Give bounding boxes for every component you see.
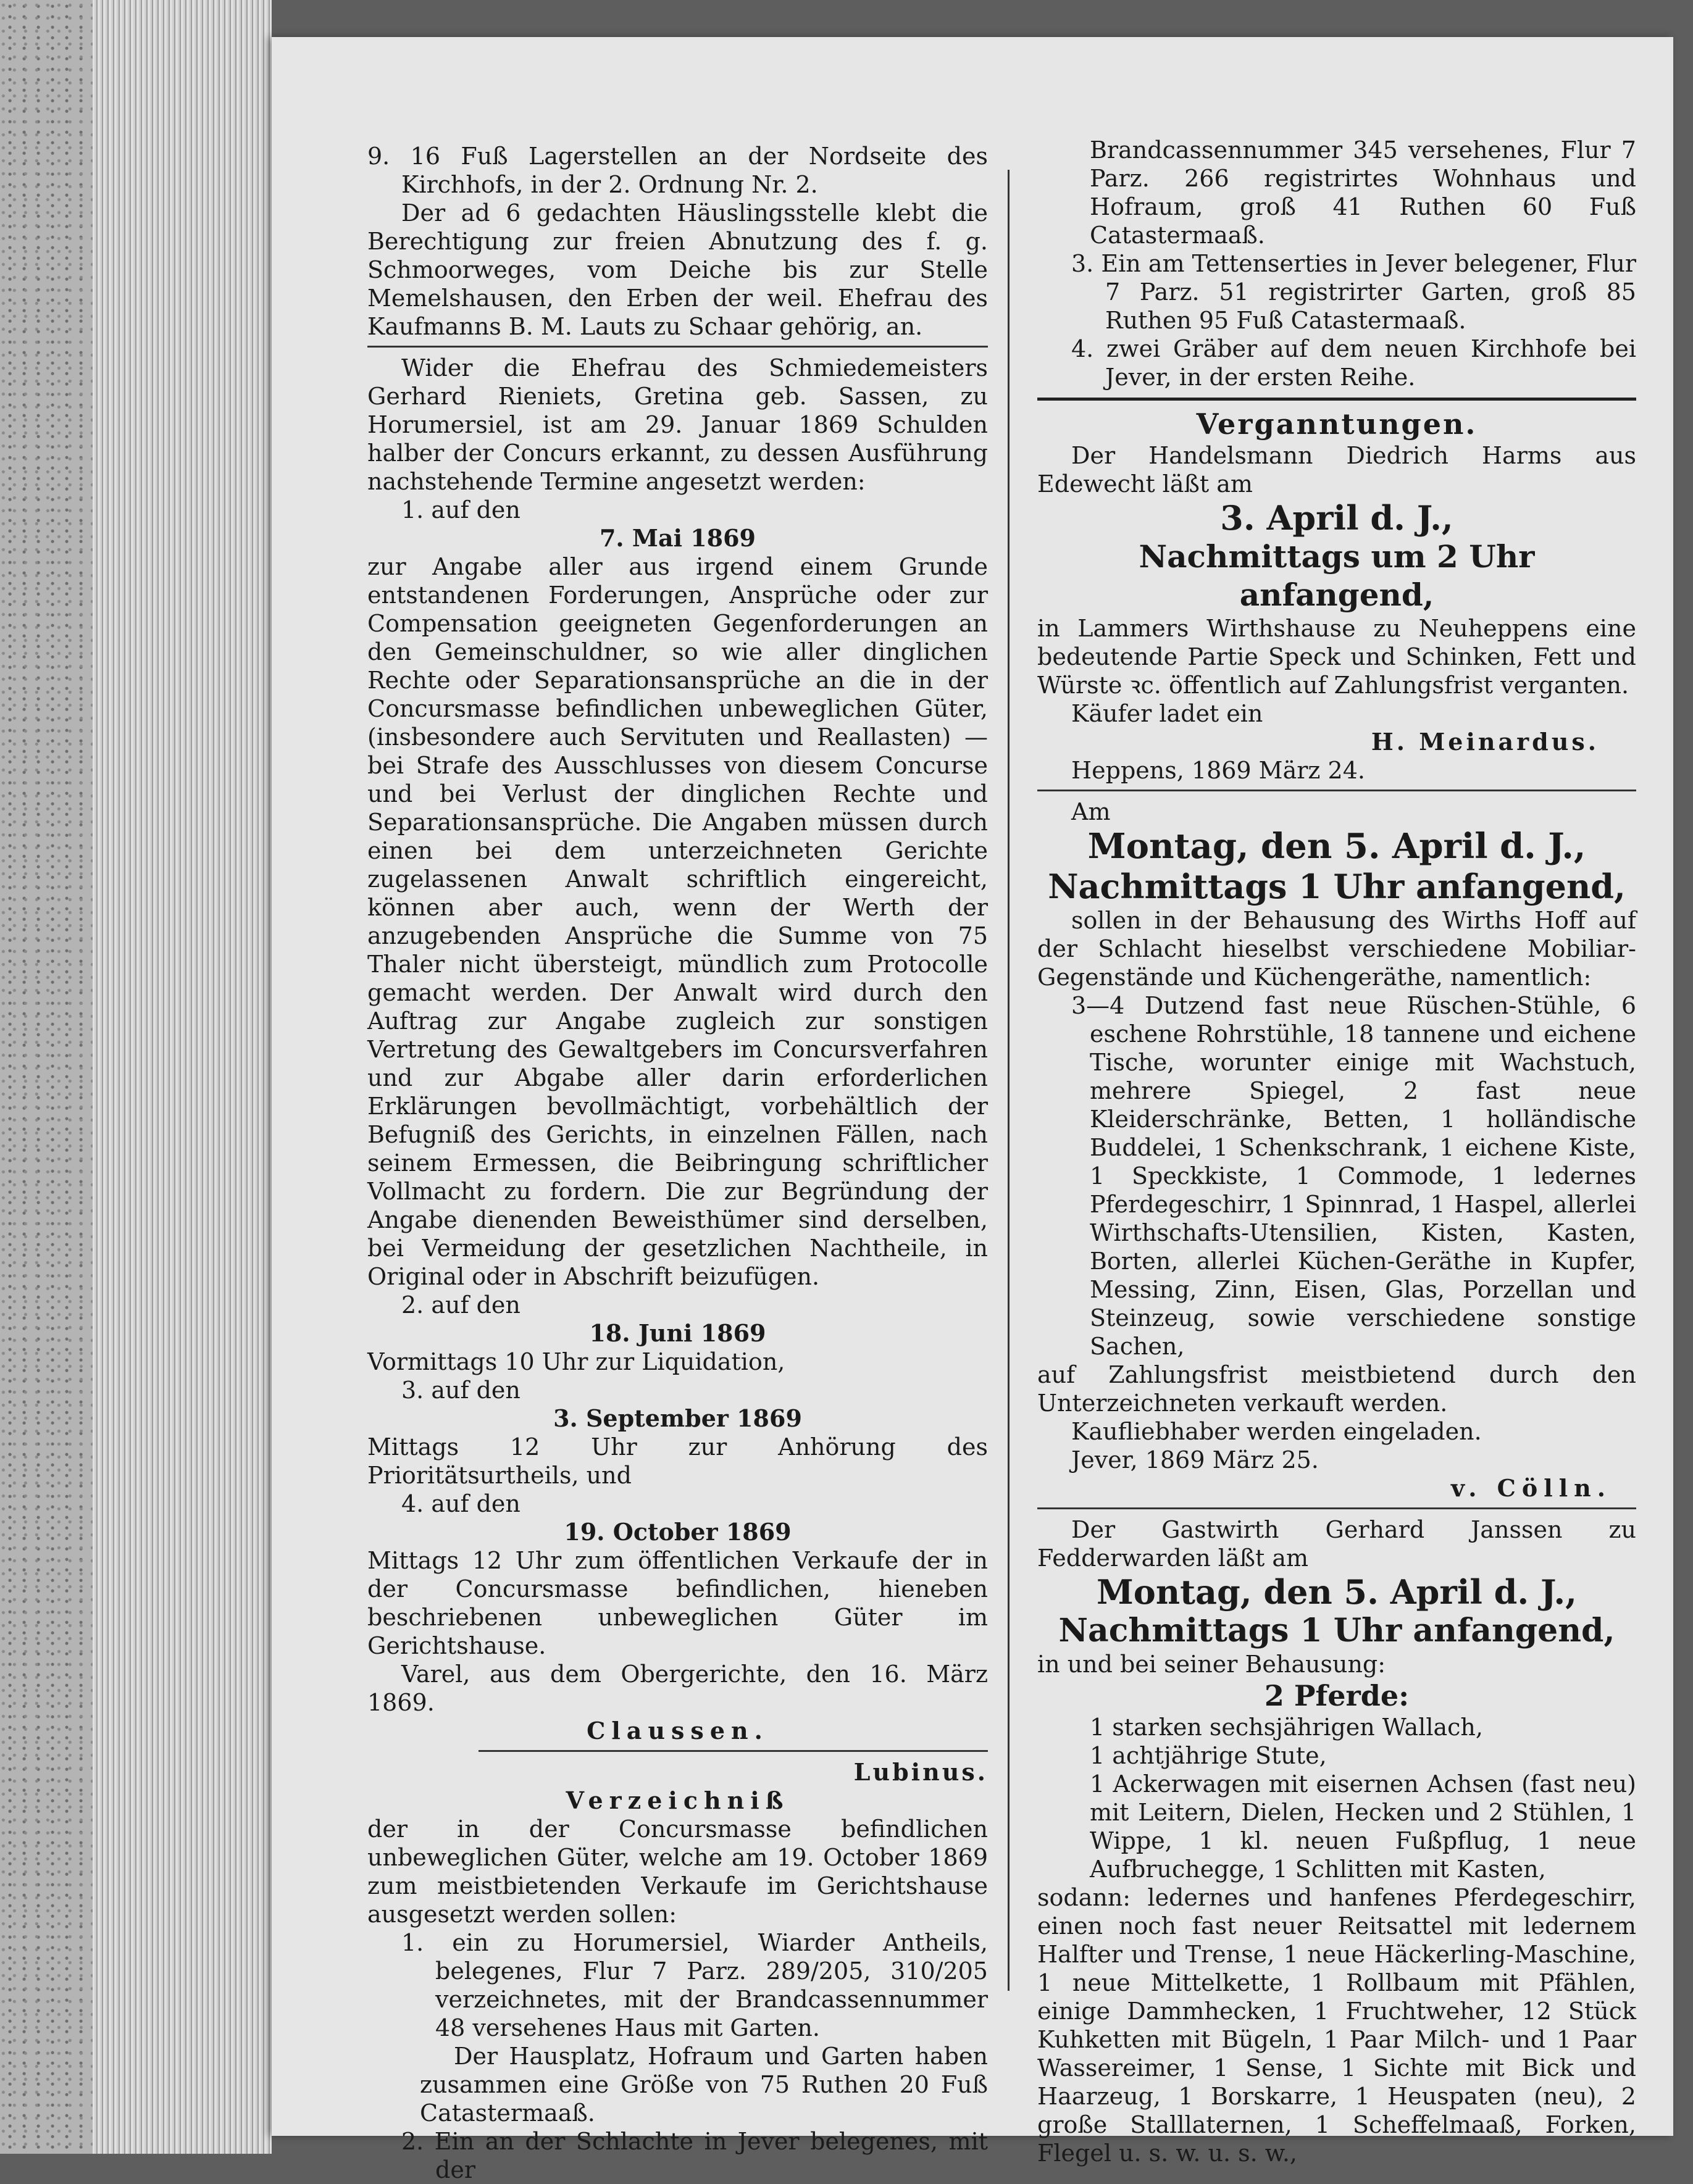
paragraph: in Lammers Wirthshause zu Neuheppens eine bedeutende Partie Speck und Schinken, Fett und Würste ꝛc. öffentlich auf Zahlungsfrist verganten. xyxy=(1037,615,1636,699)
list-item: 1 starken sechsjährigen Wallach, xyxy=(1090,1714,1483,1741)
paragraph: auf Zahlungsfrist meistbietend durch den Unterzeichneten verkauft werden. xyxy=(1037,1361,1636,1417)
item-9: 9. 16 Fuß Lagerstellen an der Nordseite des Kirchhofs, in der 2. Ordnung Nr. 2. xyxy=(367,143,988,198)
date-heading: Montag, den 5. April d. J., xyxy=(1087,826,1586,867)
date-heading: 18. Juni 1869 xyxy=(589,1319,766,1347)
section-rule xyxy=(367,346,988,348)
date-heading: 19. October 1869 xyxy=(564,1518,792,1546)
list-item: 1 Ackerwagen mit eisernen Achsen (fast neu) mit Leitern, Dielen, Hecken und 2 Stühlen, 1 Wippe, 1 kl. neuen Fußpflug, 1 neue Aufbruchegge, 1 Schlitten mit Kasten, xyxy=(1090,1770,1636,1883)
paragraph: Am xyxy=(1071,798,1111,825)
paragraph: Kaufliebhaber werden eingeladen. xyxy=(1071,1418,1482,1445)
date-heading: 3. April d. J., xyxy=(1220,498,1453,538)
signature: H. Meinardus. xyxy=(1371,728,1599,756)
section-heading: Verganntungen. xyxy=(1196,407,1478,441)
right-column xyxy=(1037,136,1636,2167)
book-cover-edge xyxy=(0,0,93,2154)
column-divider xyxy=(1008,170,1010,1991)
paragraph: Wider die Ehefrau des Schmiedemeisters Gerhard Rieniets, Gretina geb. Sassen, zu Horumersiel, ist am 29. Januar 1869 Schulden halber der Concurs erkannt, zu dessen Ausführung nachstehende Termine angesetzt werden: xyxy=(367,354,988,495)
list-item: 1 achtjährige Stute, xyxy=(1090,1742,1327,1769)
paragraph: Brandcassennummer 345 versehenes, Flur 7 Parz. 266 registrirtes Wohnhaus und Hofraum, groß 41 Ruthen 60 Fuß Catastermaaß. xyxy=(1090,136,1636,249)
paragraph: Mittags 12 Uhr zur Anhörung des Prioritätsurtheils, und xyxy=(367,1433,988,1489)
section-rule xyxy=(1037,398,1636,401)
paragraph: Der ad 6 gedachten Häuslingsstelle klebt die Berechtigung zur freien Abnutzung des f. g. Schmoorweges, vom Deiche bis zur Stelle Memelshausen, den Erben der weil. Ehefrau des Kaufmanns B. M. Lauts zu Schaar gehörig, an. xyxy=(367,199,988,340)
section-rule xyxy=(1037,790,1636,791)
paragraph: der in der Concursmasse befindlichen unbeweglichen Güter, welche am 19. October 1869 zum meistbietenden Verkaufe im Gerichtshause ausgesetzt werden sollen: xyxy=(367,1815,988,1928)
time-heading: Nachmittags 1 Uhr anfangend, xyxy=(1048,867,1626,906)
item-list: 3—4 Dutzend fast neue Rüschen-Stühle, 6 eschene Rohrstühle, 18 tannene und eichene Tische, worunter einige mit Wachstuch, mehrere Spiegel, 2 fast neue Kleiderschränke, Betten, 1 holländische Buddelei, 1 Schenkschrank, 1 eichene Kiste, 1 Speckkiste, 1 Commode, 1 ledernes Pferdegeschirr, 1 Spinnrad, 1 Haspel, allerlei Wirthschafts-Utensilien, Kisten, Kasten, Borten, allerlei Küchen-Geräthe in Kupfer, Messing, Zinn, Eisen, Glas, Porzellan und Steinzeug, sowie verschiedene sonstige Sachen, xyxy=(1071,992,1636,1360)
paragraph: Käufer ladet ein xyxy=(1071,700,1263,727)
list-title: Verzeichniß xyxy=(566,1786,790,1814)
paragraph: zur Angabe aller aus irgend einem Grunde entstandenen Forderungen, Ansprüche oder zur Compensation geeigneten Gegenforderungen an den Gemeinschuldner, so wie aller dinglichen Rechte oder Separationsansprüche an die in der Concursmasse befindlichen unbeweglichen Güter, (insbesondere auch Servituten und Reallasten) — bei Strafe des Ausschlusses von diesem Concurse und bei Verlust der dinglichen Rechte und Separationsansprüche. Die Angaben müssen durch einen bei dem unterzeichneten Gerichte zugelassenen Anwalt schriftlich eingereicht, können aber auch, wenn der Werth der anzugebenden Ansprüche die Summe von 75 Thaler nicht übersteigt, mündlich zum Protocolle gemacht werden. Der Anwalt wird durch den Auftrag zur Angabe zugleich zur sonstigen Vertretung des Gewaltgebers im Concursverfahren und zur Abgabe aller darin erforderlichen Erklärungen bevollmächtigt, vorbehältlich der Befugniß des Gerichts, in einzelnen Fällen, nach seinem Ermessen, die Beibringung schriftlicher Vollmacht zu fordern. Die zur Begründung der Angabe dienenden Beweisthümer sind derselben, bei Vermeidung der gesetzlichen Nachtheile, in Original oder in Abschrift beizufügen. xyxy=(367,553,988,1290)
list-item: 4. zwei Gräber auf dem neuen Kirchhofe bei Jever, in der ersten Reihe. xyxy=(1071,335,1636,391)
paragraph: Der Hausplatz, Hofraum und Garten haben zusammen eine Größe von 75 Ruthen 20 Fuß Catastermaaß. xyxy=(420,2043,988,2127)
paragraph: in und bei seiner Behausung: xyxy=(1037,1651,1386,1678)
time-heading: Nachmittags um 2 Uhr anfangend, xyxy=(1139,538,1535,613)
list-item: 1. ein zu Horumersiel, Wiarder Antheils, belegenes, Flur 7 Parz. 289/205, 310/205 verzeichnetes, mit der Brandcassennummer 48 versehenes Haus mit Garten. xyxy=(401,1929,988,2041)
place-date: Varel, aus dem Obergerichte, den 16. März 1869. xyxy=(367,1661,988,1716)
paragraph: Der Handelsmann Diedrich Harms aus Edewecht läßt am xyxy=(1037,442,1636,498)
paragraph: Vormittags 10 Uhr zur Liquidation, xyxy=(367,1348,785,1375)
paragraph: Der Gastwirth Gerhard Janssen zu Fedderwarden läßt am xyxy=(1037,1516,1636,1572)
place-date: Heppens, 1869 März 24. xyxy=(1071,757,1365,784)
paragraph: sodann: ledernes und hanfenes Pferdegeschirr, einen noch fast neuer Reitsattel mit ledernem Halfter und Trense, 1 neue Häckerling-Maschine, 1 neue Mittelkette, 1 Rollbaum mit Pfählen, einige Dammhecken, 1 Fruchtweher, 12 Stück Kuhketten mit Bügeln, 1 Paar Milch- und 1 Paar Wassereimer, 1 Sense, 1 Sichte mit Bick und Haarzeug, 1 Borskarre, 1 Heuspaten (neu), 2 große Stalllaternen, 1 Scheffelmaaß, Forken, Flegel u. s. w. u. s. w., xyxy=(1037,1884,1636,2167)
date-heading: 7. Mai 1869 xyxy=(599,524,756,552)
paragraph: Mittags 12 Uhr zum öffentlichen Verkaufe der in der Concursmasse befindlichen, hieneben beschriebenen unbeweglichen Güter im Gerichtshause. xyxy=(367,1547,988,1659)
newspaper-page xyxy=(272,37,1673,2183)
left-column xyxy=(367,142,988,2184)
list-item: 2. Ein an der Schlachte in Jever belegenes, mit der xyxy=(401,2128,988,2183)
term-label: 4. auf den xyxy=(401,1490,520,1517)
paragraph: sollen in der Behausung des Wirths Hoff auf der Schlacht hieselbst verschiedene Mobiliar-Gegenstände und Küchengeräthe, namentlich: xyxy=(1037,907,1636,991)
signature: Claussen. xyxy=(587,1717,769,1744)
term-label: 1. auf den xyxy=(401,496,520,523)
section-rule xyxy=(1037,1507,1636,1509)
section-rule xyxy=(479,1750,988,1752)
date-heading: Montag, den 5. April d. J., xyxy=(1097,1572,1577,1612)
signature: Lubinus. xyxy=(853,1758,988,1786)
subheading: 2 Pferde: xyxy=(1264,1679,1410,1712)
date-heading: 3. September 1869 xyxy=(553,1404,802,1432)
place-date: Jever, 1869 März 25. xyxy=(1071,1446,1319,1473)
time-heading: Nachmittags 1 Uhr anfangend, xyxy=(1058,1612,1615,1649)
term-label: 3. auf den xyxy=(401,1377,520,1404)
term-label: 2. auf den xyxy=(401,1291,520,1319)
list-item: 3. Ein am Tettenserties in Jever belegener, Flur 7 Parz. 51 registrirter Garten, groß 85 Ruthen 95 Fuß Catastermaaß. xyxy=(1071,250,1636,334)
signature: v. Cölln. xyxy=(1450,1474,1611,1502)
